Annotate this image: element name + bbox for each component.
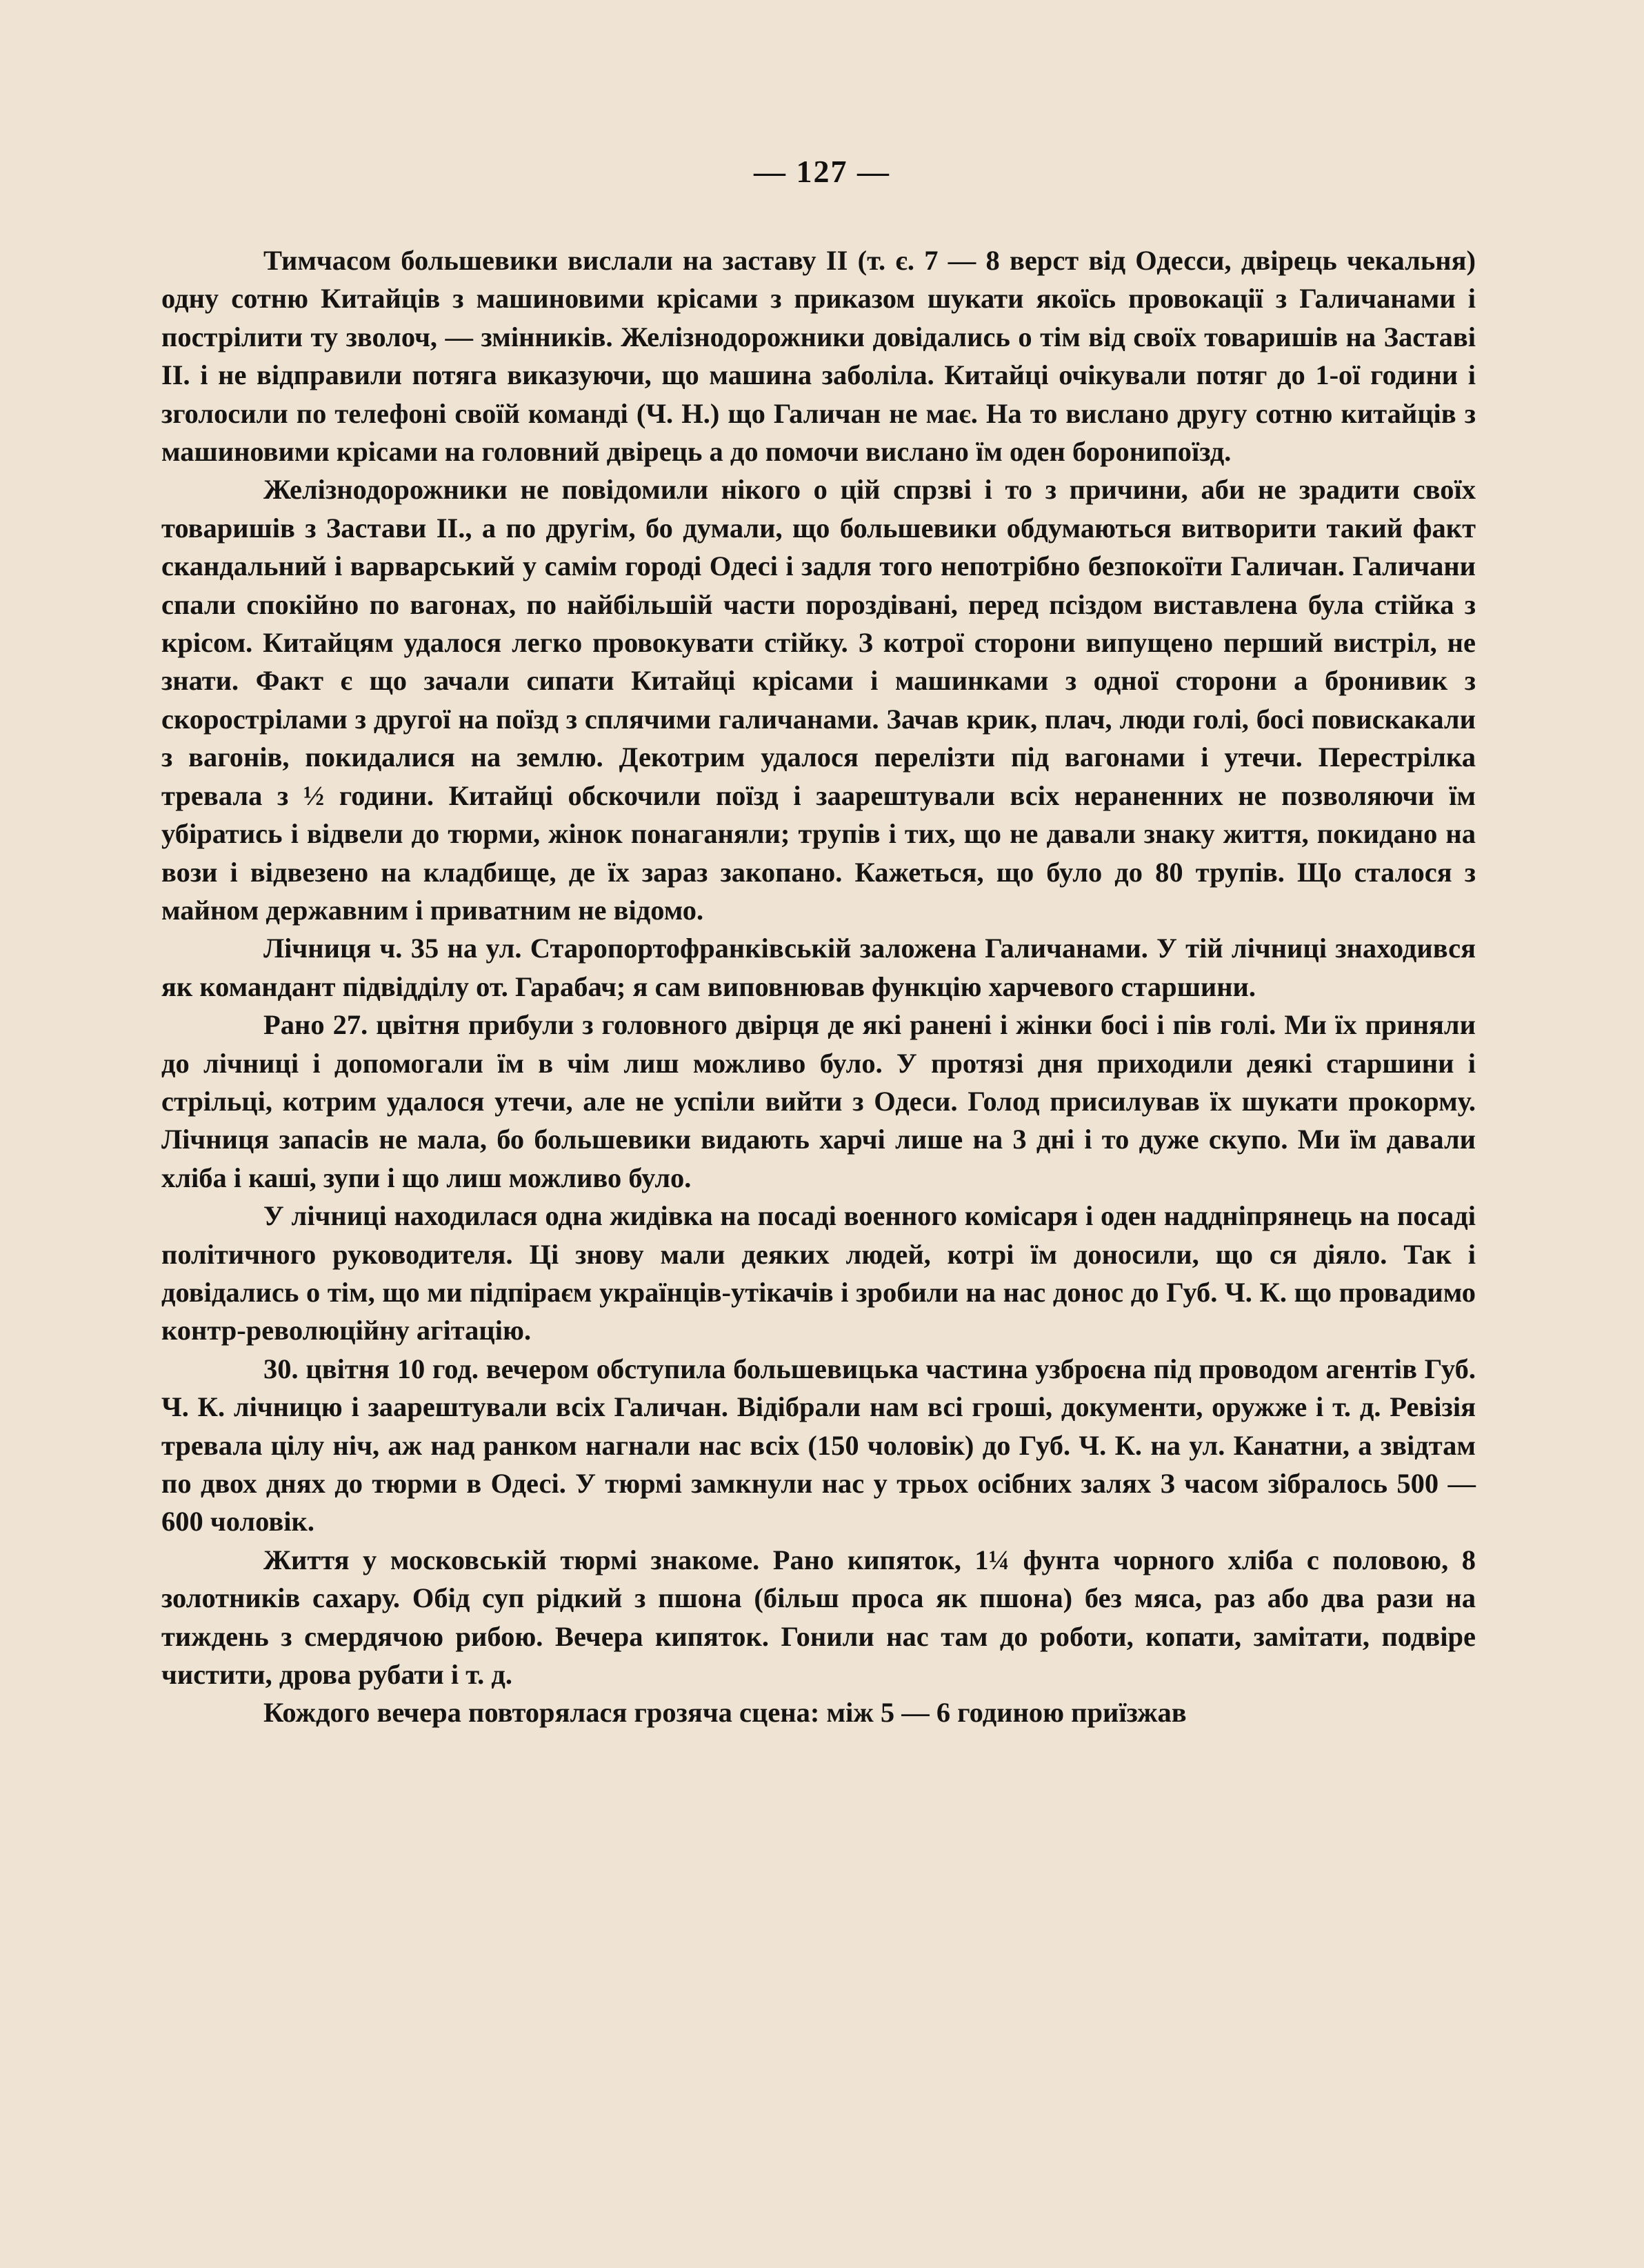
paragraph: Тимчасом большевики вислали на заставу II (т. є. 7 — 8 верст від Одесси, двірець чекальня) одну сотню Китайців з машиновими крісами з приказом шукати якоїсь провокації з Галичанами і пострілити ту зволоч, — змінників. Желізнодорожники довідались о тім від своїх товаришів на Заставі II. і не відправили потяга виказуючи, що машина заболіла. Китайці очікували потяг до 1-ої години і зголосили по телефоні своїй команді (Ч. Н.) що Галичан не має. На то вислано другу сотню китайців з машиновими крісами на головний двірець а до помочи вислано їм оден боронипоїзд. xyxy=(161,245,1476,468)
paragraph: Лічниця ч. 35 на ул. Старопортофранківській заложена Галичанами. У тій лічниці знаходився як командант підвідділу от. Гарабач; я сам виповнював функцію харчевого старшини. xyxy=(161,933,1476,1002)
paragraph: 30. цвітня 10 год. вечером обступила большевицька частина узброєна під проводом агентів Губ. Ч. К. лічницю і заарештували всіх Галичан. Відібрали нам всі гроші, документи, оружже і т. д. Ревізія тревала цілу ніч, аж над ранком нагнали нас всіх (150 чоловік) до Губ. Ч. К. на ул. Канатни, а звідтам по двох днях до тюрми в Одесі. У тюрмі замкнули нас у трьох осібних залях З часом зібралось 500 — 600 чоловік. xyxy=(161,1353,1476,1538)
paragraph: Желізнодорожники не повідомили нікого о цій спрзві і то з причини, аби не зрадити своїх товаришів з Застави II., а по другім, бо думали, що большевики обдумаються витворити такий факт скандальний і варварський у самім городі Одесі і задля того непотрібно безпокоїти Галичан. Галичани спали спокійно по вагонах, по найбільшій части пороздівані, перед псіздом виставлена була стійка з крісом. Китайцям удалося легко провокувати стійку. З котрої сторони випущено перший вистріл, не знати. Факт є що зачали сипати Китайці крісами і машинками з одної сторони а бронивик з скорострілами з другої на поїзд з сплячими галичанами. Зачав крик, плач, люди голі, босі повискакали з вагонів, покидалися на землю. Декотрим удалося перелізти під вагонами і утечи. Перестрілка тревала з ½ години. Китайці обскочили поїзд і заарештували всіх нераненних не позволяючи їм убіратись і відвели до тюрми, жінок понаганяли; трупів і тих, що не давали знаку життя, покидано на вози і відвезено на кладбище, де їх зараз закопано. Кажеться, що було до 80 трупів. Що сталося з майном державним і приватним не відомо. xyxy=(161,474,1476,926)
body-text xyxy=(161,241,1476,1732)
paragraph: Рано 27. цвітня прибули з головного двірця де які ранені і жінки босі і пів голі. Ми їх приняли до лічниці і допомогали їм в чім лиш можливо було. У протязі дня приходили деякі старшини і стрільці, котрим удалося утечи, але не успіли вийти з Одеси. Голод присилував їх шукати прокорму. Лічниця запасів не мала, бо большевики видають харчі лише на 3 дні і то дуже скупо. Ми їм давали хліба і каші, зупи і що лиш можливо було. xyxy=(161,1009,1476,1193)
paragraph: Життя у московській тюрмі знакоме. Рано кипяток, 1¼ фунта чорного хліба с половою, 8 золотників сахару. Обід суп рідкий з пшона (більш проса як пшона) без мяса, раз або два рази на тиждень з смердячою рибою. Вечера кипяток. Гонили нас там до роботи, копати, замітати, подвіре чистити, дрова рубати і т. д. xyxy=(161,1544,1476,1691)
page-number: — 127 — xyxy=(754,154,890,189)
paragraph: У лічниці находилася одна жидівка на посаді военного комісаря і оден наддніпрянець на посаді політичного руководителя. Ці знову мали деяких людей, котрі їм доносили, що ся діяло. Так і довідались о тім, що ми підпіраєм українців-утікачів і зробили на нас донос до Губ. Ч. К. що провадимо контр-революційну агітацію. xyxy=(161,1200,1476,1346)
paragraph: Кождого вечера повторялася грозяча сцена: між 5 — 6 годиною приїзжав xyxy=(263,1697,1187,1729)
